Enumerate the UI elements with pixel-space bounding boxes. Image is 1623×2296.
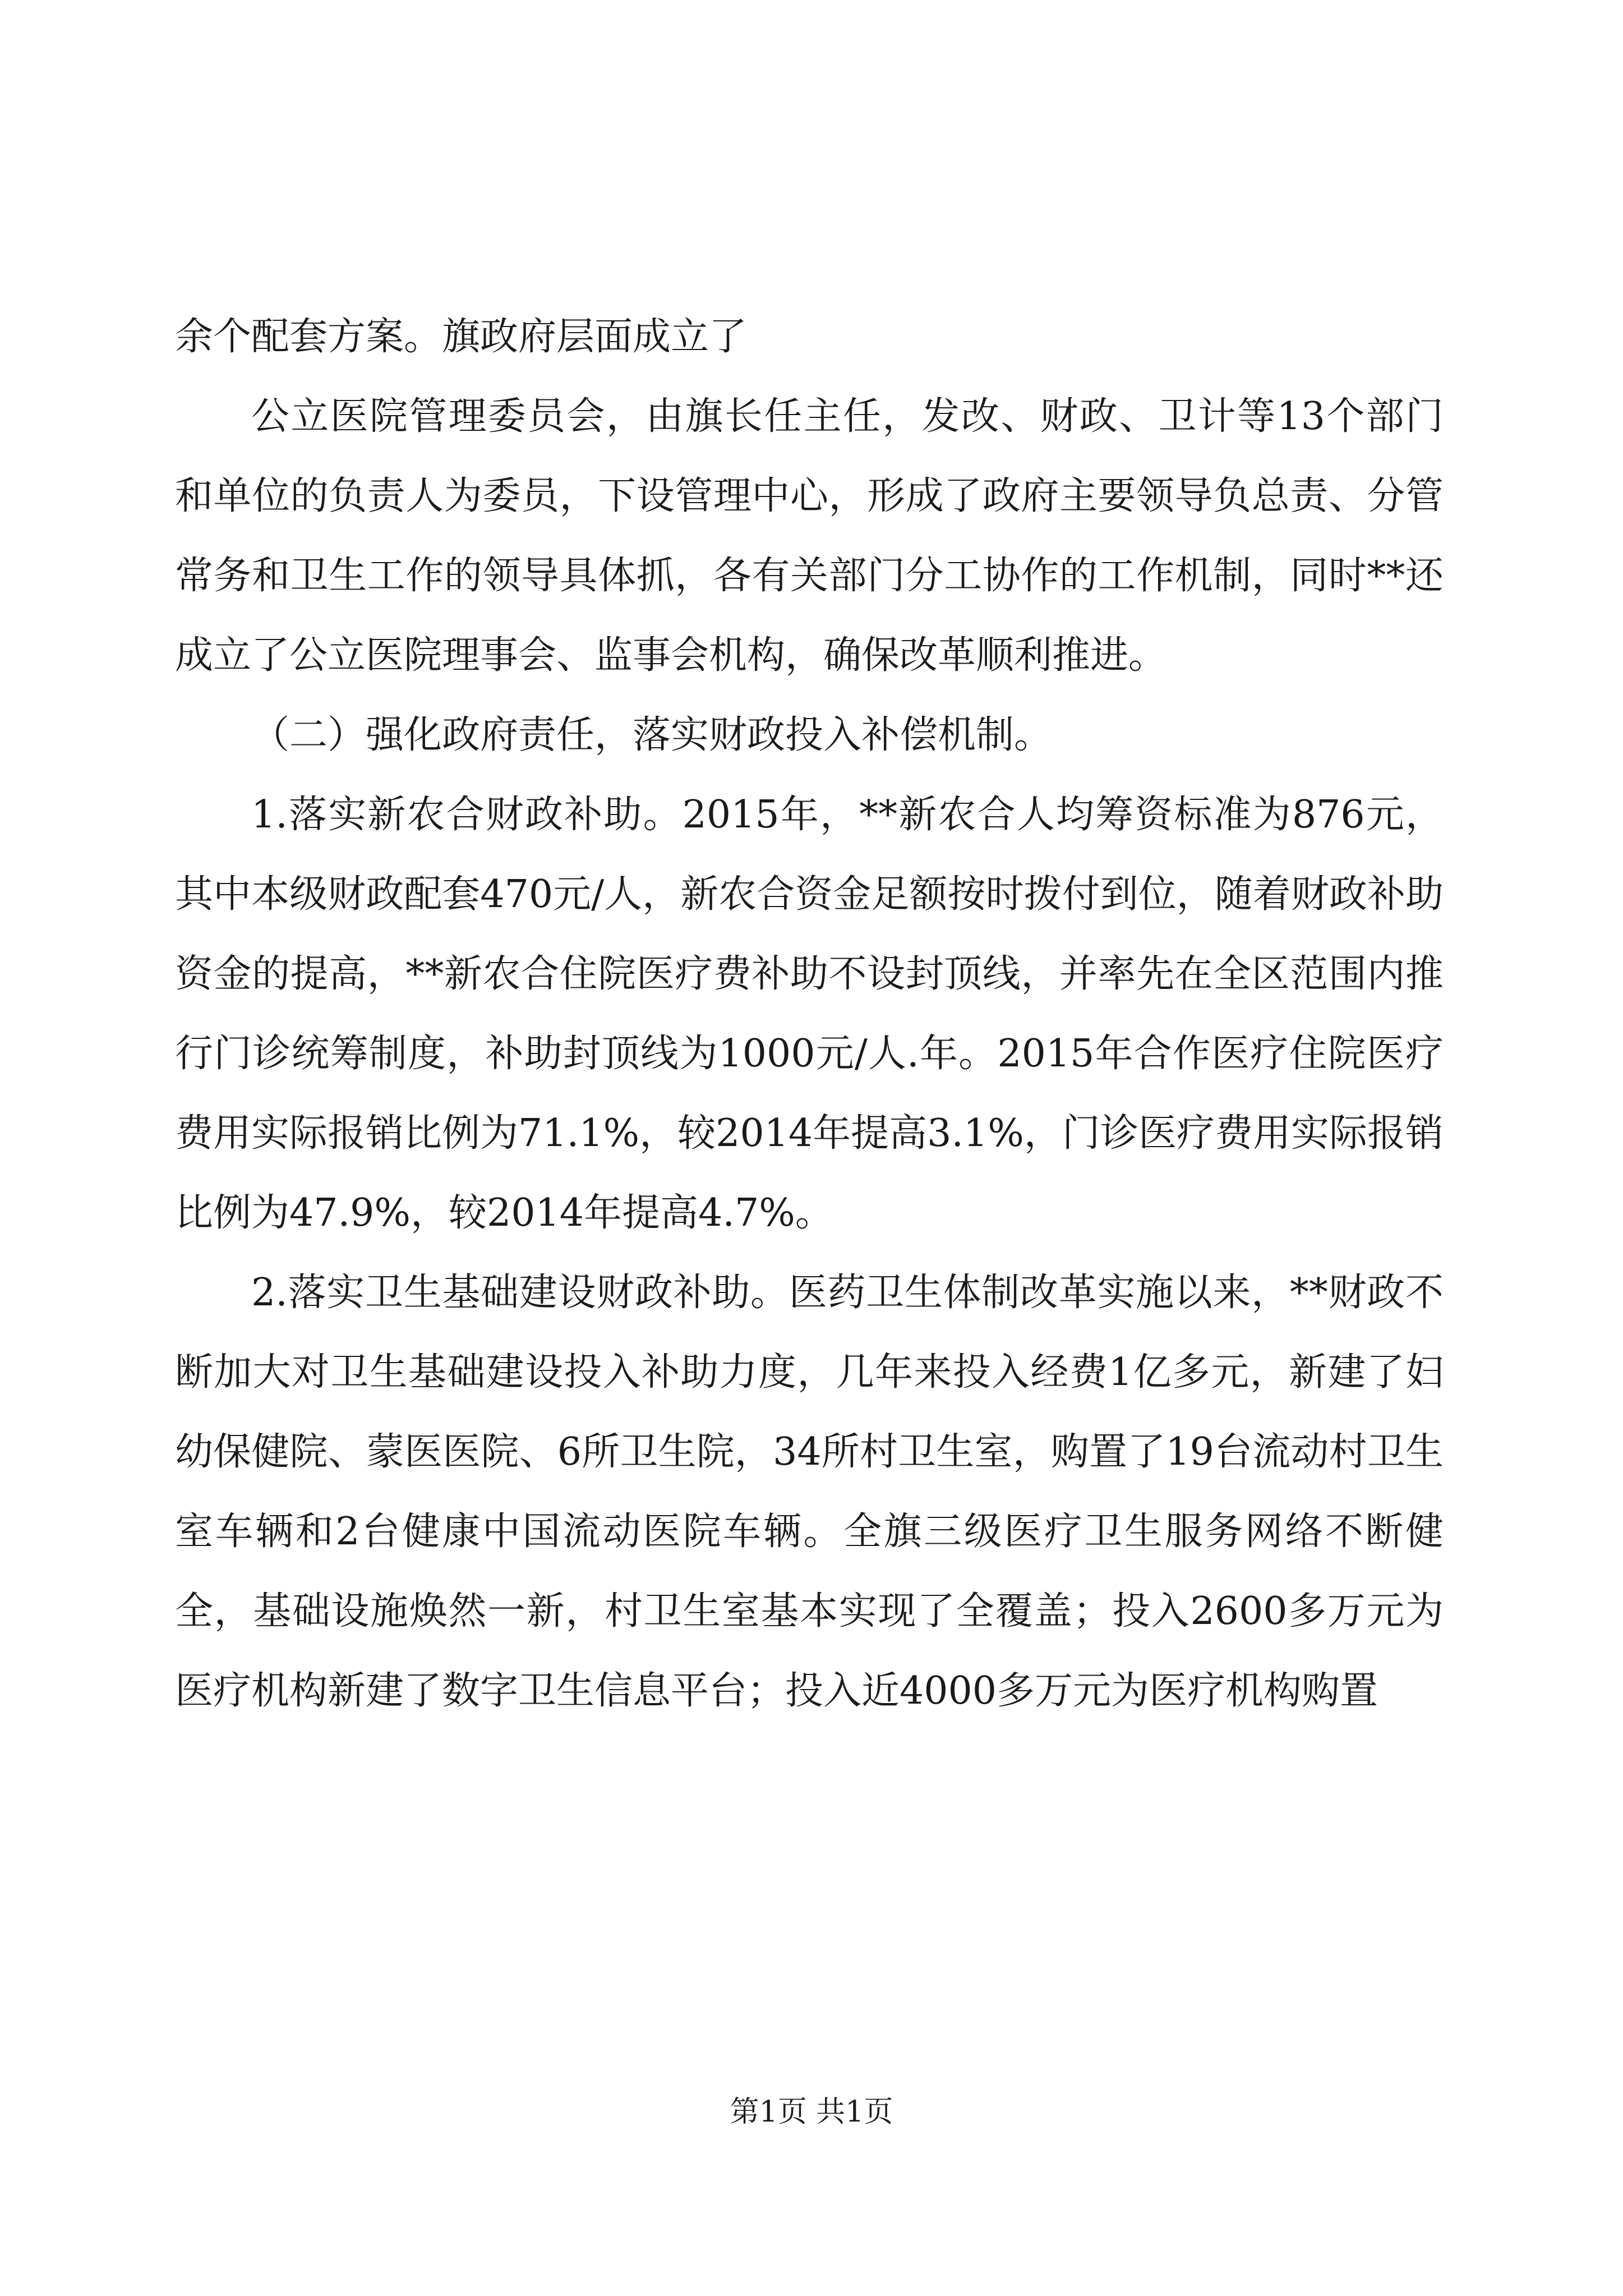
paragraph-1: 余个配套方案。旗政府层面成立了 [175,315,748,359]
paragraph-2: 公立医院管理委员会，由旗长任主任，发改、财政、卫计等13个部门和单位的负责人为委员，下设管理中心，形成了政府主要领导负总责、分管常务和卫生工作的领导具体抓，各有关部门分工协作的工作机制，同时**还成立了公立医院理事会、监事会机构，确保改革顺利推进。 [175,394,1444,678]
paragraph-3: 1.落实新农合财政补助。2015年，**新农合人均筹资标准为876元，其中本级财政配套470元/人，新农合资金足额按时拨付到位，随着财政补助资金的提高，**新农合住院医疗费补助不设封顶线，并率先在全区范围内推行门诊统筹制度，补助封顶线为1000元/人.年。2015年合作医疗住院医疗费用实际报销比例为71.1%，较2014年提高3.1%，门诊医疗费用实际报销比例为47.9%，较2014年提高4.7%。 [175,793,1444,1235]
document-body [175,297,1444,1731]
paragraph-4: 2.落实卫生基础建设财政补助。医药卫生体制改革实施以来，**财政不断加大对卫生基础建设投入补助力度，几年来投入经费1亿多元，新建了妇幼保健院、蒙医医院、6所卫生院，34所村卫生室，购置了19台流动村卫生室车辆和2台健康中国流动医院车辆。全旗三级医疗卫生服务网络不断健全，基础设施焕然一新，村卫生室基本实现了全覆盖；投入2600多万元为医疗机构新建了数字卫生信息平台；投入近4000多万元为医疗机构购置 [175,1271,1444,1713]
section-heading: （二）强化政府责任，落实财政投入补偿机制。 [251,713,1053,757]
page-number-footer: 第1页 共1页 [730,2095,893,2129]
